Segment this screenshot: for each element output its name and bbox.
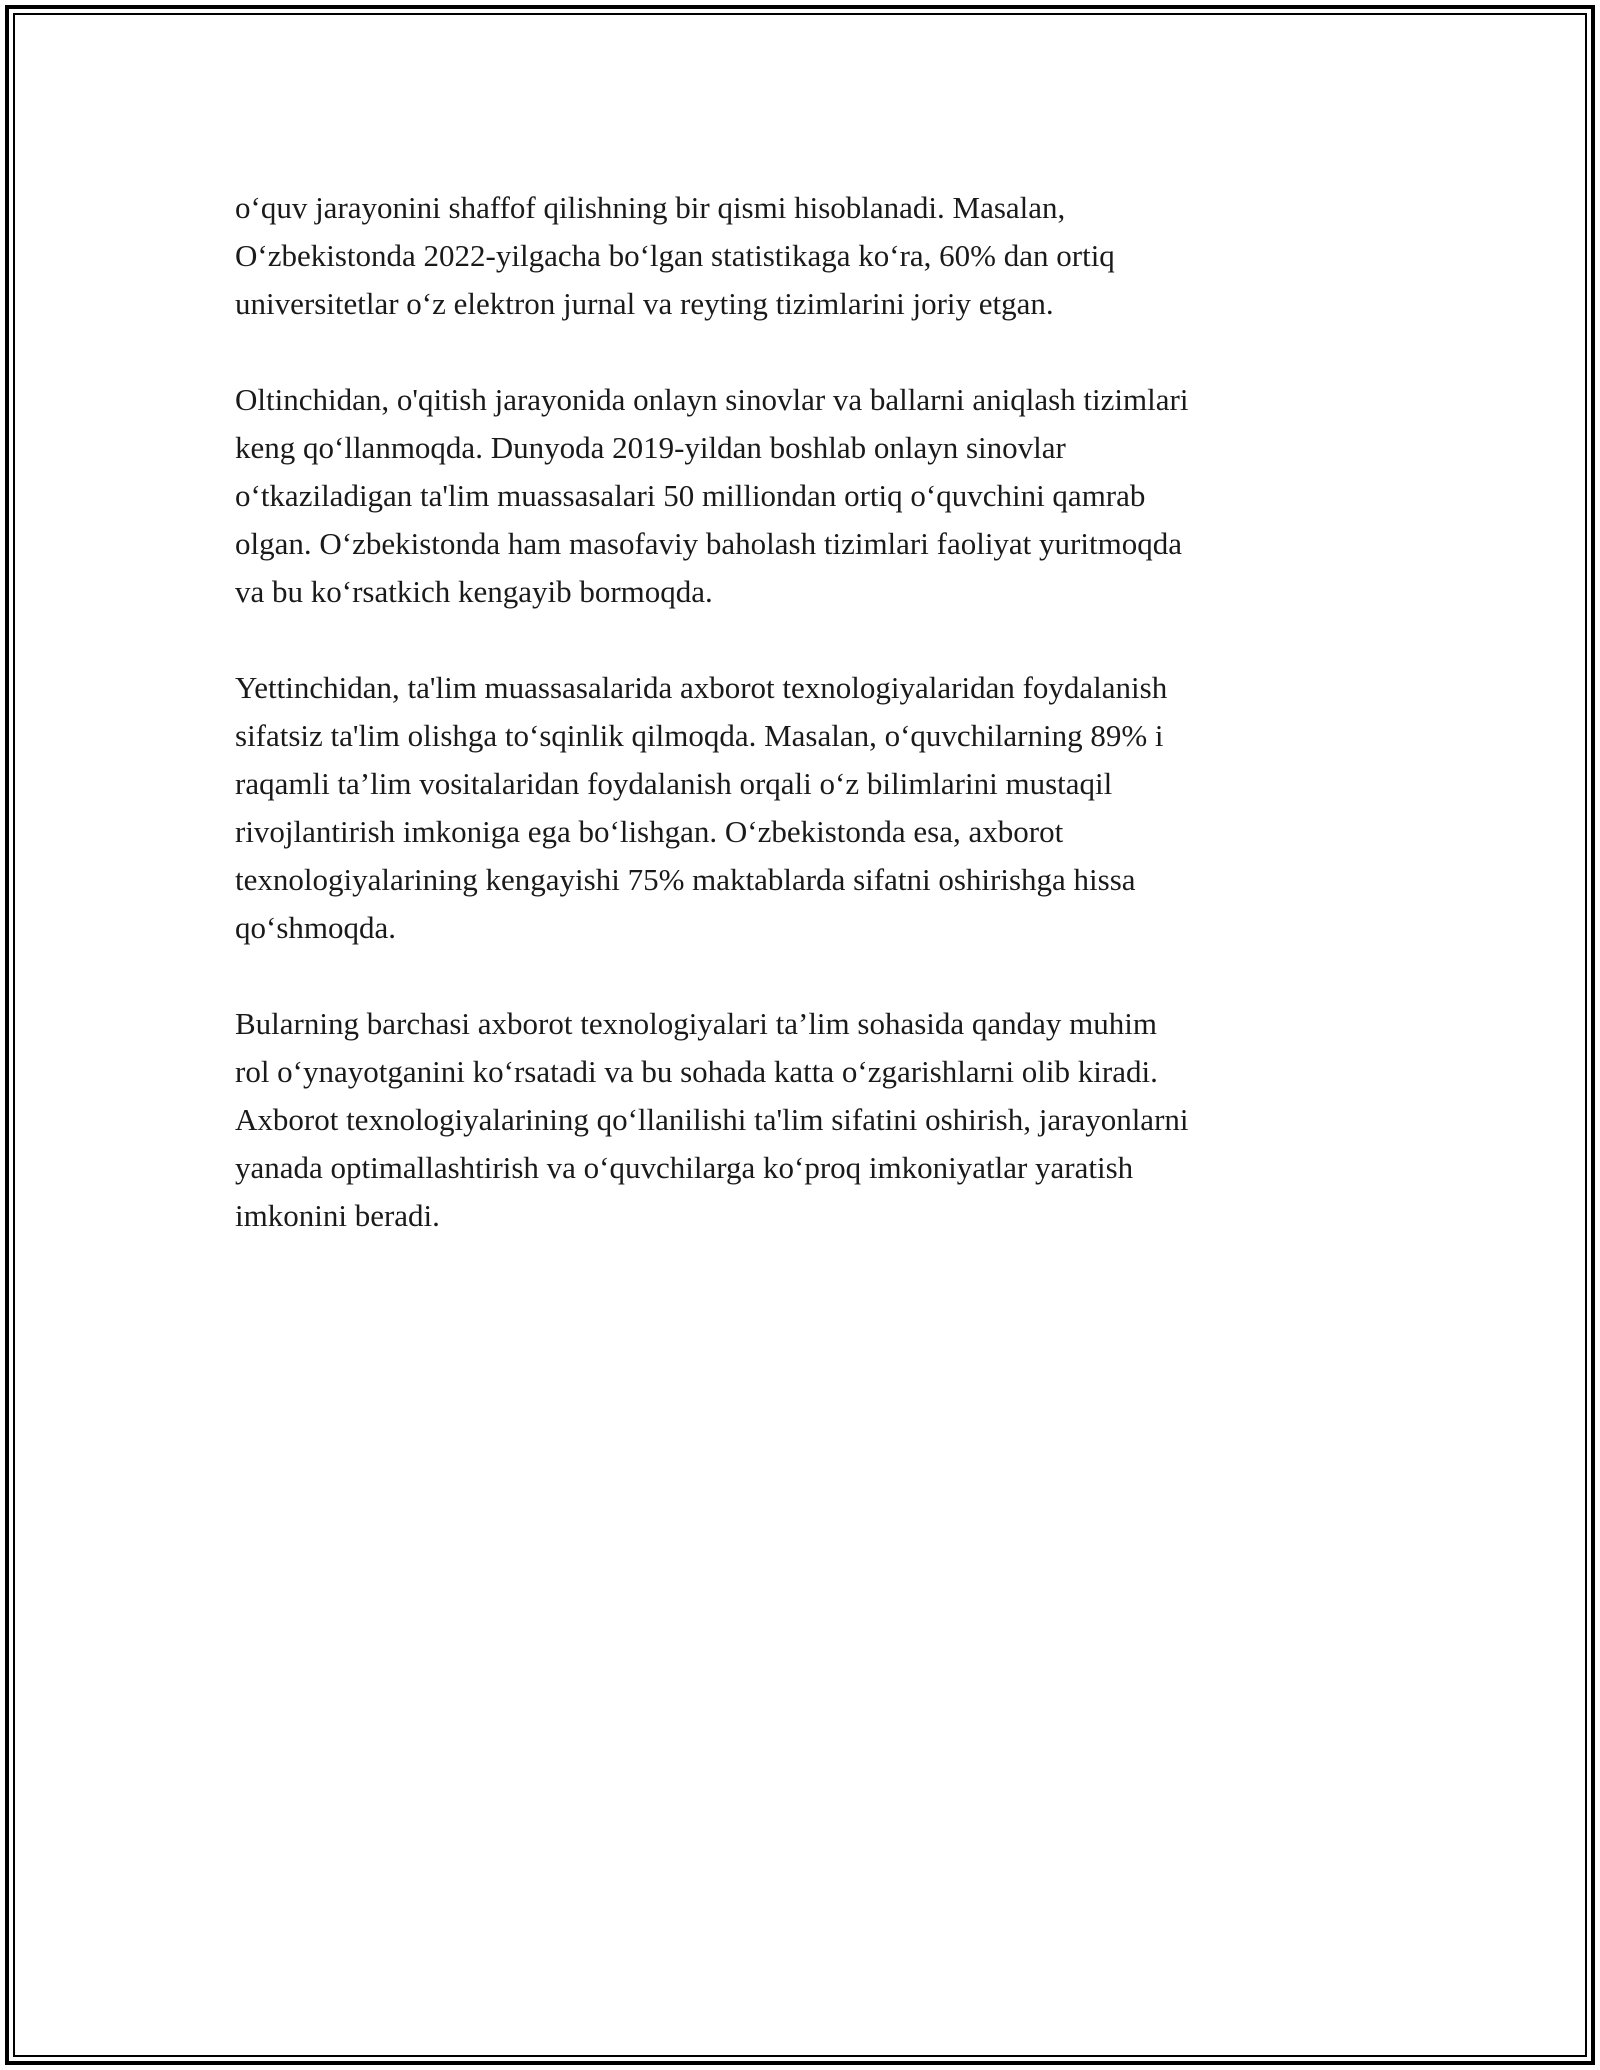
- text-line: raqamli ta’lim vositalaridan foydalanish orqali o‘z bilimlarini mustaqil: [235, 766, 1113, 801]
- text-line: rol o‘ynayotganini ko‘rsatadi va bu sohada katta o‘zgarishlarni olib kiradi.: [235, 1054, 1158, 1089]
- paragraph-1: [235, 184, 1375, 328]
- text-line: keng qo‘llanmoqda. Dunyoda 2019-yildan boshlab onlayn sinovlar: [235, 430, 1066, 465]
- text-line: o‘quv jarayonini shaffof qilishning bir qismi hisoblanadi. Masalan,: [235, 190, 1066, 225]
- text-line: yanada optimallashtirish va o‘quvchilarga ko‘proq imkoniyatlar yaratish: [235, 1150, 1134, 1185]
- text-line: texnologiyalarining kengayishi 75% maktablarda sifatni oshirishga hissa: [235, 862, 1136, 897]
- text-line: O‘zbekistonda 2022-yilgacha bo‘lgan statistikaga ko‘ra, 60% dan ortiq: [235, 238, 1115, 273]
- text-line: o‘tkaziladigan ta'lim muassasalari 50 milliondan ortiq o‘quvchini qamrab: [235, 478, 1146, 513]
- text-line: universitetlar o‘z elektron jurnal va reyting tizimlarini joriy etgan.: [235, 286, 1054, 321]
- text-line: sifatsiz ta'lim olishga to‘sqinlik qilmoqda. Masalan, o‘quvchilarning 89% i: [235, 718, 1164, 753]
- text-line: Axborot texnologiyalarining qo‘llanilishi ta'lim sifatini oshirish, jarayonlarni: [235, 1102, 1189, 1137]
- text-line: va bu ko‘rsatkich kengayib bormoqda.: [235, 574, 713, 609]
- paragraph-4: [235, 1000, 1375, 1240]
- text-line: Yettinchidan, ta'lim muassasalarida axborot texnologiyalaridan foydalanish: [235, 670, 1168, 705]
- text-line: olgan. O‘zbekistonda ham masofaviy baholash tizimlari faoliyat yuritmoqda: [235, 526, 1182, 561]
- text-line: Oltinchidan, o'qitish jarayonida onlayn sinovlar va ballarni aniqlash tizimlari: [235, 382, 1189, 417]
- paragraph-2: [235, 376, 1375, 616]
- paragraph-3: [235, 664, 1375, 952]
- text-line: qo‘shmoqda.: [235, 910, 397, 945]
- document-body: [235, 184, 1375, 1288]
- text-line: rivojlantirish imkoniga ega bo‘lishgan. O‘zbekistonda esa, axborot: [235, 814, 1064, 849]
- text-line: Bularning barchasi axborot texnologiyalari ta’lim sohasida qanday muhim: [235, 1006, 1158, 1041]
- text-line: imkonini beradi.: [235, 1198, 440, 1233]
